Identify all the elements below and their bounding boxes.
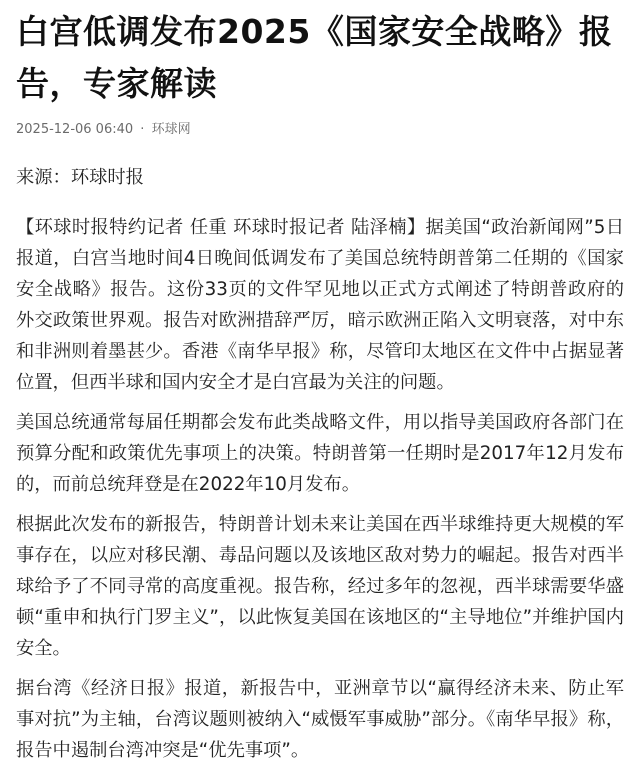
publisher-name: 环球网 [151, 122, 191, 137]
source-line: 来源：环球时报 [16, 167, 144, 188]
paragraph: 美国总统通常每届任期都会发布此类战略文件，用以指导美国政府各部门在预算分配和政策优先事项上的决策。特朗普第一任期时是2017年12月发布的，而前总统拜登是在2022年10月发布。 [16, 412, 624, 495]
paragraph: 【环球时报特约记者 任重 环球时报记者 陆泽楠】据美国“政治新闻网”5日报道，白宫当地时间4日晚间低调发布了美国总统特朗普第二任期的《国家安全战略》报告。这份33页的文件罕见地以正式方式阐述了特朗普政府的外交政策世界观。报告对欧洲措辞严厉，暗示欧洲正陷入文明衰落，对中东和非洲则着墨甚少。香港《南华早报》称，尽管印太地区在文件中占据显著位置，但西半球和国内安全才是白宫最为关注的问题。 [16, 217, 624, 393]
article-title: 白宫低调发布2025《国家安全战略》报告，专家解读 [16, 12, 613, 103]
paragraph: 据台湾《经济日报》报道，新报告中，亚洲章节以“赢得经济未来、防止军事对抗”为主轴，台湾议题则被纳入“威慑军事威胁”部分。《南华早报》称，报告中遏制台湾冲突是“优先事项”。 [16, 678, 624, 761]
publish-datetime: 2025-12-06 06:40 [16, 122, 134, 137]
article-body [16, 162, 624, 766]
paragraph: 根据此次发布的新报告，特朗普计划未来让美国在西半球维持更大规模的军事存在，以应对移民潮、毒品问题以及该地区敌对势力的崛起。报告对西半球给予了不同寻常的高度重视。报告称，经过多年的忽视，西半球需要华盛顿“重申和执行门罗主义”，以此恢复美国在该地区的“主导地位”并维护国内安全。 [16, 514, 624, 659]
meta-separator: · [140, 122, 145, 137]
article-meta [16, 120, 624, 140]
